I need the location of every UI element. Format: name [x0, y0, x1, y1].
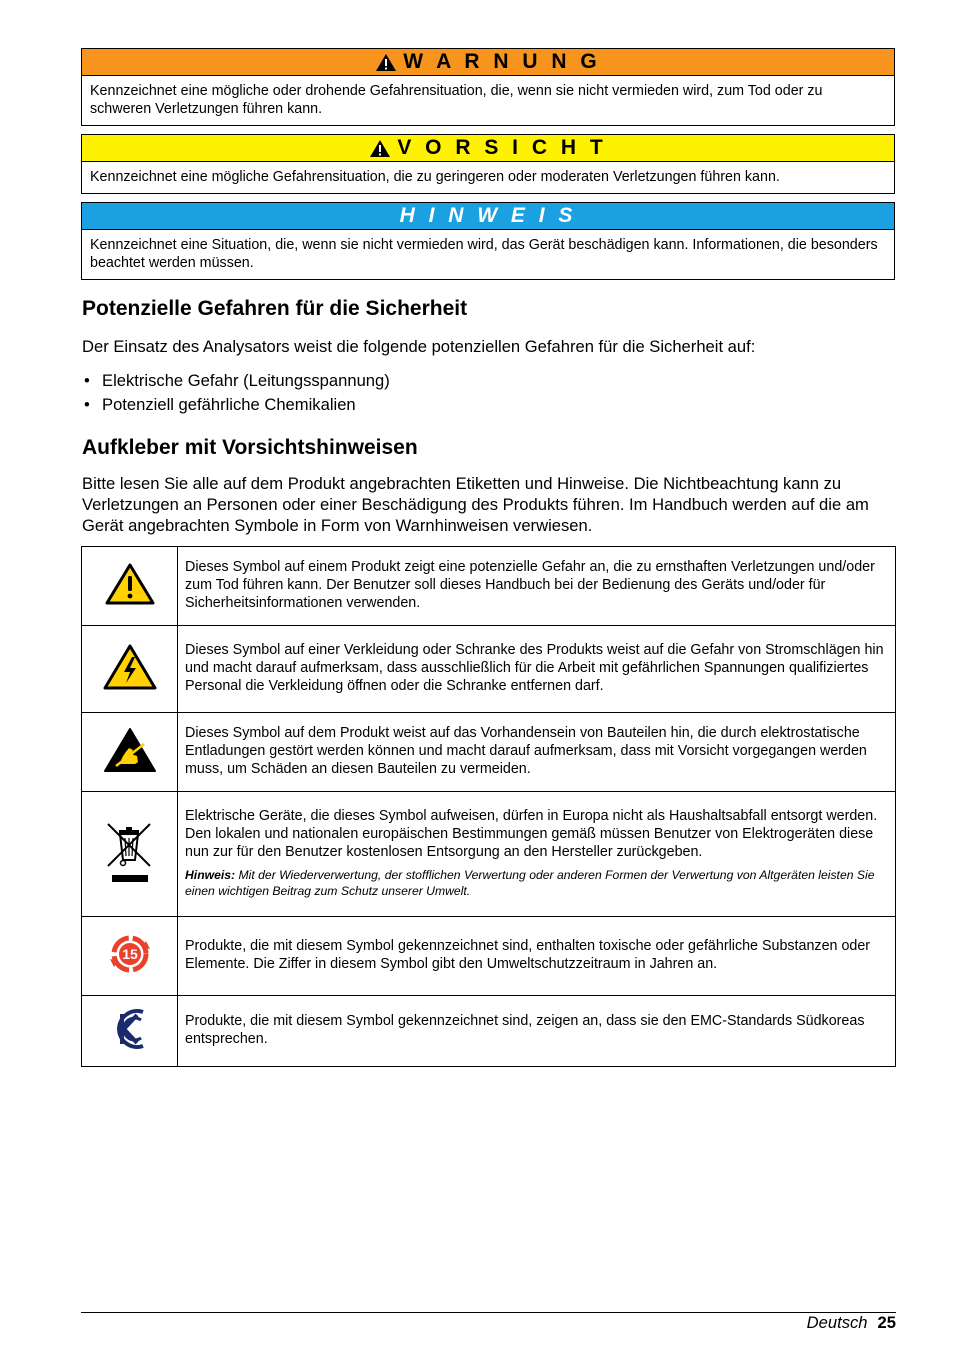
weee-note [185, 867, 887, 899]
warning-text: Kennzeichnet eine mögliche oder drohende Gefahrensituation, die, wenn sie nicht vermieden wird, zum Tod oder zu schweren Verletzungen führen kann. [90, 83, 823, 117]
caution-triangle-icon [369, 139, 391, 158]
section-intro-labels: Bitte lesen Sie alle auf dem Produkt angebrachten Etiketten und Hinweise. Die Nichtbeachtung kann zu Verletzungen an Personen oder einer Beschädigung des Produkts führen. Im Handbuch werden auf die am Gerät angebrachten Symbole in Form von Warnhinweisen verwiesen. [82, 474, 869, 535]
electrical-hazard-icon [102, 643, 158, 691]
notice-box [81, 202, 895, 280]
page-number: 25 [877, 1313, 896, 1332]
hazard-list [82, 369, 390, 417]
esd-icon [102, 726, 158, 774]
warning-triangle-icon [375, 53, 397, 72]
weee-bin-icon [105, 820, 155, 884]
footer-language: Deutsch [806, 1313, 868, 1332]
section-intro-hazards: Der Einsatz des Analysators weist die folgende potenziellen Gefahren für die Sicherheit auf: [82, 337, 756, 356]
efup-15-number: 15 [121, 945, 138, 962]
general-warning-icon [104, 562, 156, 606]
caution-text: Kennzeichnet eine mögliche Gefahrensituation, die zu geringeren oder moderaten Verletzungen führen kann. [90, 169, 780, 185]
symbol-description: Dieses Symbol auf dem Produkt weist auf das Vorhandensein von Bauteilen hin, die durch elektrostatische Entladungen gestört werden können und macht darauf aufmerksam, dass mit Vorsicht vorgegangen werden muss, um Schäden an diesen Bauteilen zu vermeiden. [178, 713, 896, 792]
notice-header [82, 203, 894, 230]
caution-box [81, 134, 895, 194]
weee-note-text: Mit der Wiederverwertung, der stofflichen Verwertung oder anderen Formen der Verwertung von Altgeräten leisten Sie einen wichtigen Beitrag zum Schutz unserer Umwelt. [185, 868, 875, 898]
list-item: • Elektrische Gefahr (Leitungsspannung) [82, 369, 390, 393]
list-item: • Potenziell gefährliche Chemikalien [82, 393, 390, 417]
caution-title: V O R S I C H T [397, 136, 607, 159]
page-footer [807, 1313, 896, 1333]
section-heading-labels: Aufkleber mit Vorsichtshinweisen [82, 436, 418, 459]
symbol-description: Dieses Symbol auf einem Produkt zeigt eine potenzielle Gefahr an, die zu ernsthaften Verletzungen und/oder zum Tod führen kann. Der Benutzer soll dieses Handbuch bei der Bedienung des Geräts und/oder für Sicherheitsinformationen verwenden. [178, 547, 896, 626]
weee-note-label: Hinweis: [185, 868, 236, 882]
table-row [82, 713, 896, 792]
warning-box [81, 48, 895, 126]
symbol-description: Elektrische Geräte, die dieses Symbol aufweisen, dürfen in Europa nicht als Haushaltsabfall entsorgt werden. Den lokalen und nationalen europäischen Bestimmungen gemäß müssen Benutzer von Elektrogeräten diese nun zur für den Benutzer kostenlosen Entsorgung an den Hersteller zurückgeben. [185, 808, 878, 860]
table-row [82, 996, 896, 1067]
section-heading-hazards: Potenzielle Gefahren für die Sicherheit [82, 297, 468, 320]
footer-divider [81, 1312, 896, 1313]
symbol-description: Produkte, die mit diesem Symbol gekennzeichnet sind, enthalten toxische oder gefährliche Substanzen oder Elemente. Die Ziffer in diesem Symbol gibt den Umweltschutzzeitraum in Jahren an. [178, 917, 896, 996]
table-row [82, 626, 896, 713]
table-row [82, 792, 896, 917]
notice-text: Kennzeichnet eine Situation, die, wenn sie nicht vermieden wird, das Gerät beschädigen kann. Informationen, die besonders beachtet werden müssen. [90, 237, 878, 271]
efup-15-icon [106, 931, 154, 977]
caution-header [82, 135, 894, 162]
kc-mark-icon [113, 1006, 147, 1052]
warning-header [82, 49, 894, 76]
table-row [82, 917, 896, 996]
symbol-table [81, 546, 896, 1067]
notice-title: H I N W E I S [399, 204, 577, 227]
symbol-description: Dieses Symbol auf einer Verkleidung oder Schranke des Produkts weist auf die Gefahr von Stromschlägen hin und macht darauf aufmerksam, dass ausschließlich für die Arbeit mit gefährlichen Spannungen qualifiziertes Personal die Verkleidung öffnen oder die Schranke entfernen darf. [178, 626, 896, 713]
warning-title: W A R N U N G [403, 50, 601, 73]
symbol-description: Produkte, die mit diesem Symbol gekennzeichnet sind, zeigen an, dass sie den EMC-Standards Südkoreas entsprechen. [178, 996, 896, 1067]
table-row [82, 547, 896, 626]
